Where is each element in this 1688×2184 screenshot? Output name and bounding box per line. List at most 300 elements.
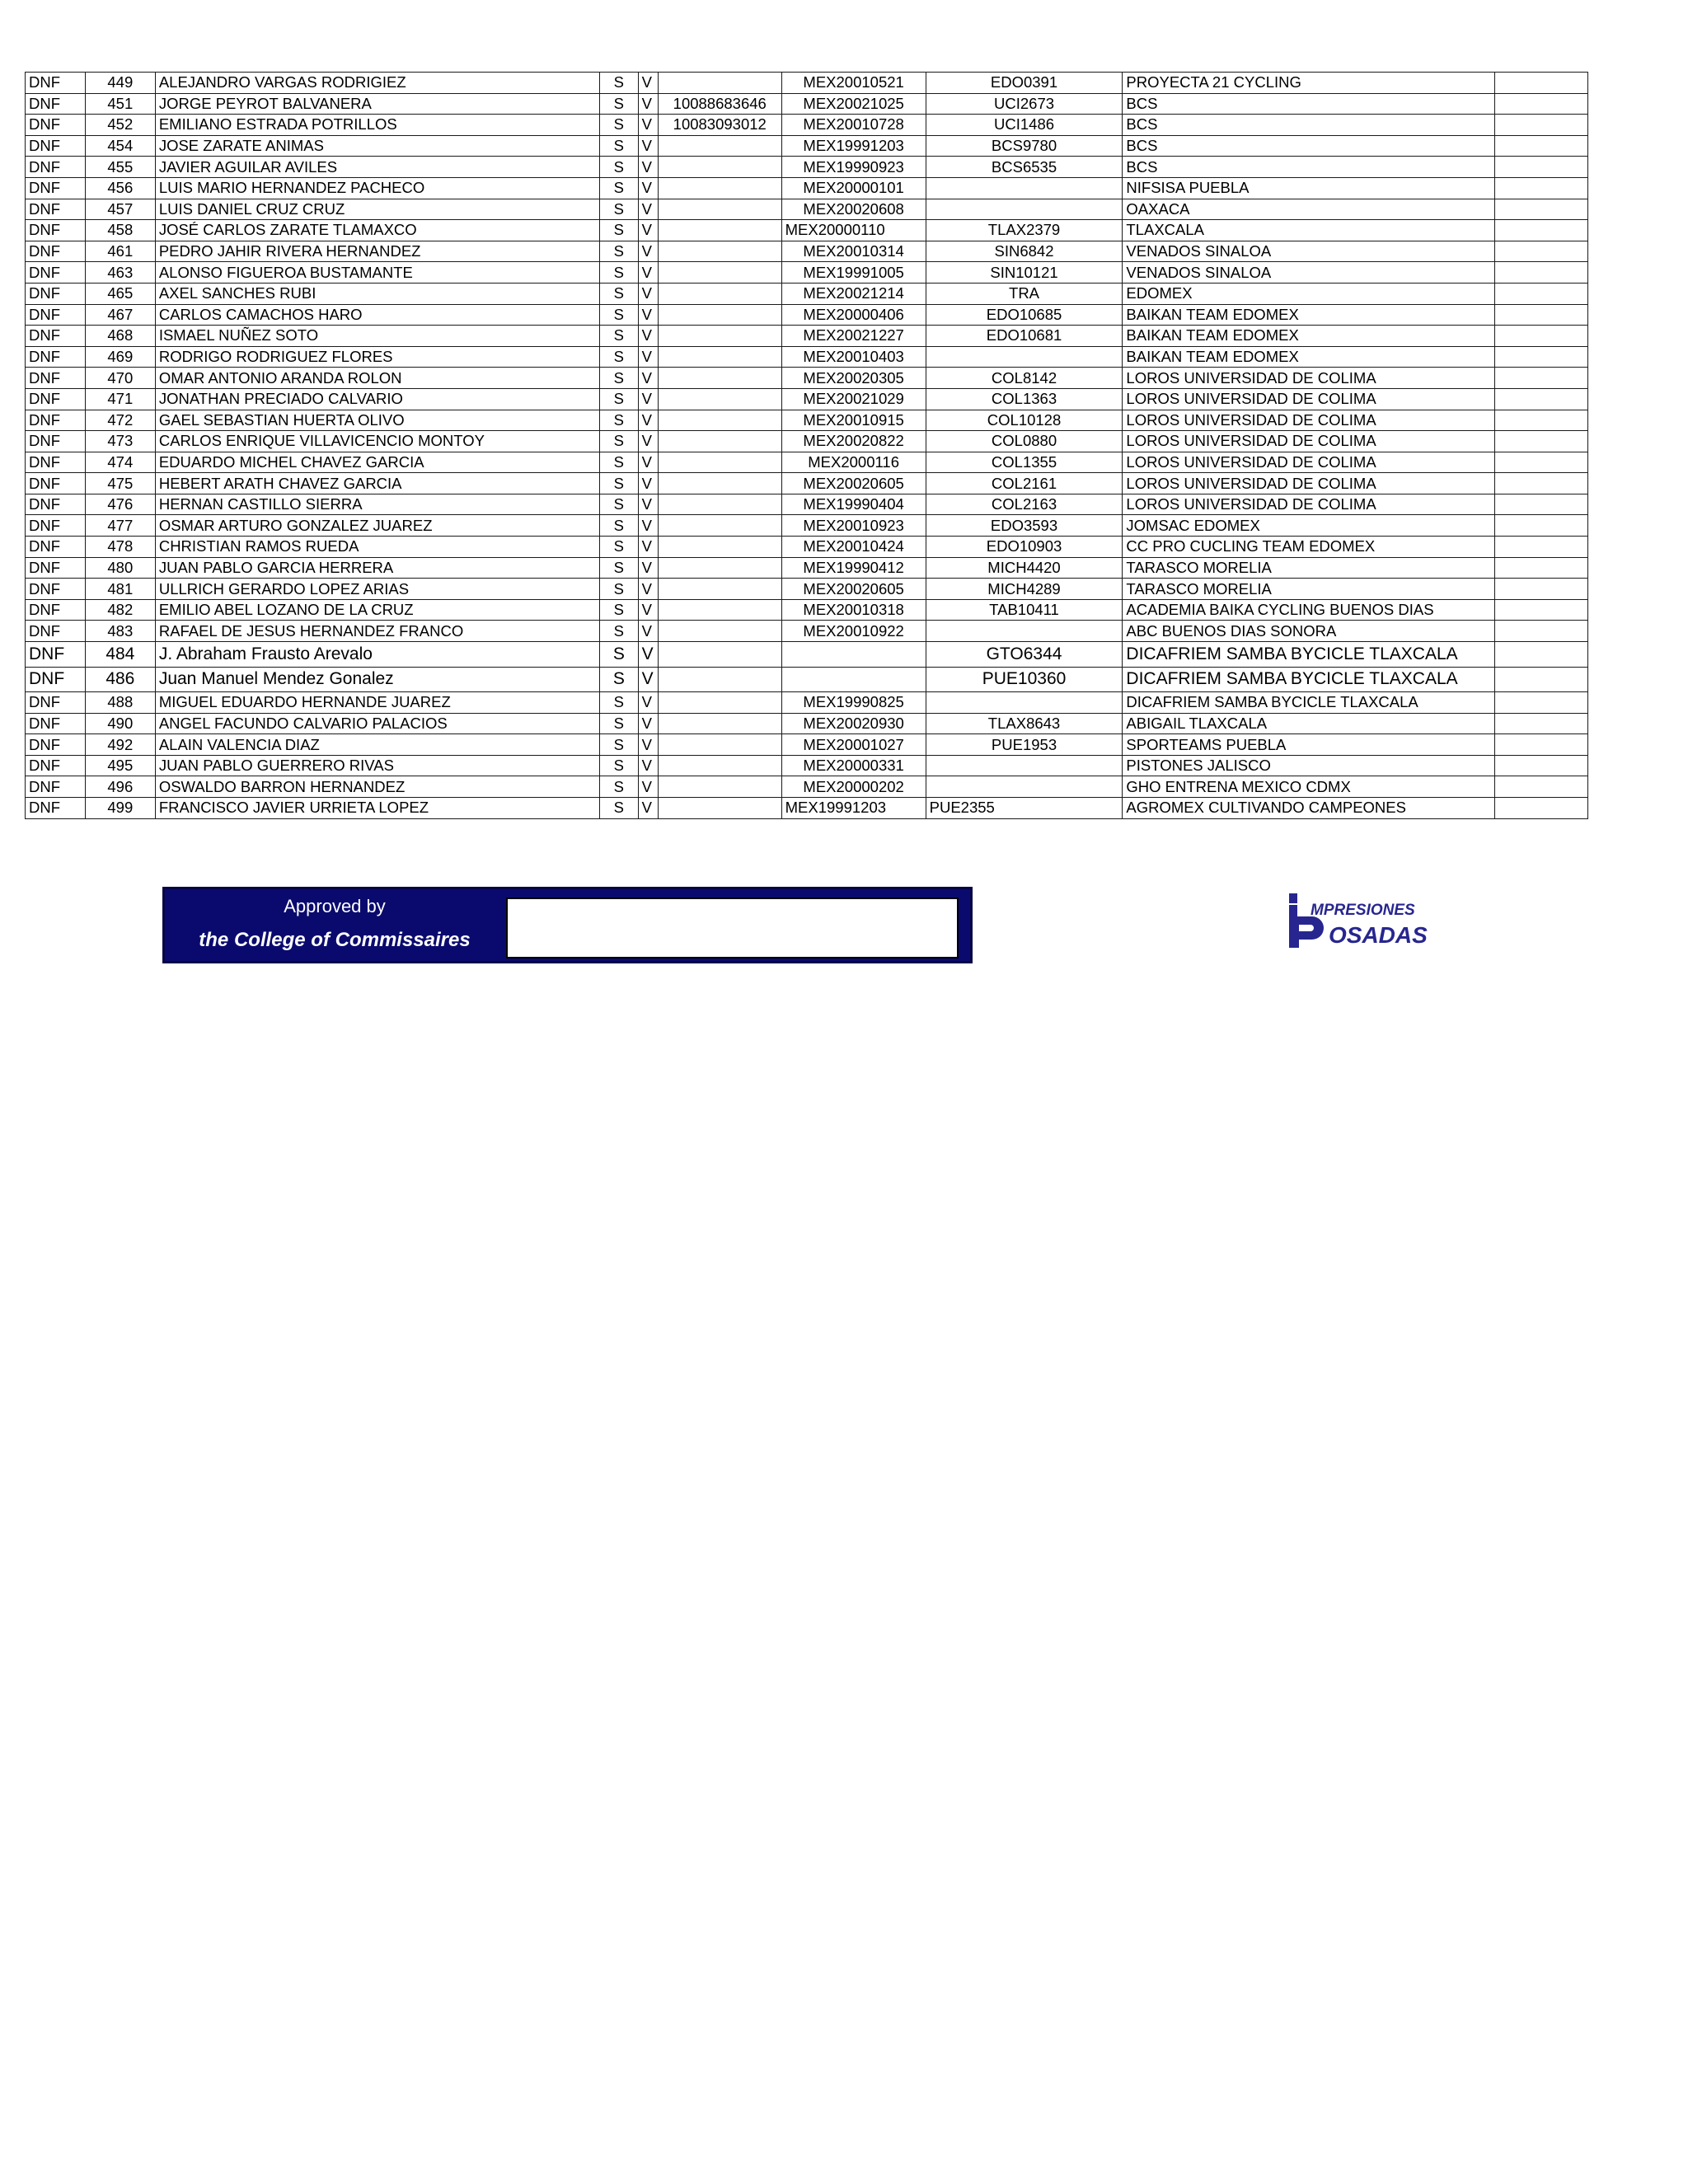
team-cell: ABC BUENOS DIAS SONORA <box>1123 621 1494 642</box>
status-cell: DNF <box>26 115 86 136</box>
empty-cell <box>1494 283 1587 304</box>
empty-cell <box>1494 368 1587 389</box>
uci-id-cell <box>658 262 781 284</box>
table-row <box>26 599 1588 621</box>
uci-code-cell: MEX20010424 <box>781 537 926 558</box>
category-v-cell: V <box>638 515 658 537</box>
empty-cell <box>1494 667 1587 692</box>
rider-name-cell: JAVIER AGUILAR AVILES <box>155 157 599 178</box>
category-v-cell: V <box>638 115 658 136</box>
bib-number-cell: 471 <box>85 388 155 410</box>
category-s-cell: S <box>600 220 639 241</box>
uci-id-cell <box>658 283 781 304</box>
table-row <box>26 755 1588 776</box>
bib-number-cell: 456 <box>85 177 155 199</box>
empty-cell <box>1494 199 1587 220</box>
license-cell: BCS9780 <box>926 135 1123 157</box>
uci-code-cell: MEX20010915 <box>781 410 926 431</box>
rider-name-cell: CHRISTIAN RAMOS RUEDA <box>155 537 599 558</box>
empty-cell <box>1494 755 1587 776</box>
bib-number-cell: 469 <box>85 346 155 368</box>
uci-id-cell: 10088683646 <box>658 93 781 115</box>
table-row <box>26 326 1588 347</box>
status-cell: DNF <box>26 135 86 157</box>
uci-code-cell <box>781 667 926 692</box>
rider-name-cell: OMAR ANTONIO ARANDA ROLON <box>155 368 599 389</box>
rider-name-cell: EMILIO ABEL LOZANO DE LA CRUZ <box>155 599 599 621</box>
empty-cell <box>1494 220 1587 241</box>
bib-number-cell: 451 <box>85 93 155 115</box>
empty-cell <box>1494 304 1587 326</box>
license-cell <box>926 199 1123 220</box>
team-cell: DICAFRIEM SAMBA BYCICLE TLAXCALA <box>1123 667 1494 692</box>
status-cell: DNF <box>26 494 86 515</box>
license-cell: COL8142 <box>926 368 1123 389</box>
team-cell: CC PRO CUCLING TEAM EDOMEX <box>1123 537 1494 558</box>
license-cell: TRA <box>926 283 1123 304</box>
uci-code-cell: MEX20010923 <box>781 515 926 537</box>
bib-number-cell: 483 <box>85 621 155 642</box>
uci-code-cell: MEX19991005 <box>781 262 926 284</box>
category-s-cell: S <box>600 621 639 642</box>
team-cell: LOROS UNIVERSIDAD DE COLIMA <box>1123 368 1494 389</box>
team-cell: PISTONES JALISCO <box>1123 755 1494 776</box>
team-cell: TARASCO MORELIA <box>1123 579 1494 600</box>
license-cell: TLAX8643 <box>926 713 1123 734</box>
category-v-cell: V <box>638 692 658 714</box>
category-v-cell: V <box>638 667 658 692</box>
team-cell: LOROS UNIVERSIDAD DE COLIMA <box>1123 388 1494 410</box>
category-s-cell: S <box>600 304 639 326</box>
table-row <box>26 135 1588 157</box>
team-cell: GHO ENTRENA MEXICO CDMX <box>1123 776 1494 798</box>
empty-cell <box>1494 262 1587 284</box>
rider-name-cell: HERNAN CASTILLO SIERRA <box>155 494 599 515</box>
bib-number-cell: 452 <box>85 115 155 136</box>
category-s-cell: S <box>600 515 639 537</box>
table-row <box>26 557 1588 579</box>
uci-id-cell <box>658 494 781 515</box>
bib-number-cell: 473 <box>85 431 155 452</box>
uci-id-cell <box>658 452 781 473</box>
category-v-cell: V <box>638 431 658 452</box>
category-s-cell: S <box>600 262 639 284</box>
rider-name-cell: JOSÉ CARLOS ZARATE TLAMAXCO <box>155 220 599 241</box>
empty-cell <box>1494 431 1587 452</box>
uci-code-cell: MEX20020605 <box>781 579 926 600</box>
status-cell: DNF <box>26 262 86 284</box>
team-cell: EDOMEX <box>1123 283 1494 304</box>
license-cell: COL1363 <box>926 388 1123 410</box>
status-cell: DNF <box>26 537 86 558</box>
category-s-cell: S <box>600 368 639 389</box>
uci-code-cell: MEX20020930 <box>781 713 926 734</box>
uci-id-cell <box>658 621 781 642</box>
status-cell: DNF <box>26 798 86 819</box>
team-cell: LOROS UNIVERSIDAD DE COLIMA <box>1123 452 1494 473</box>
uci-id-cell <box>658 177 781 199</box>
empty-cell <box>1494 537 1587 558</box>
empty-cell <box>1494 473 1587 494</box>
status-cell: DNF <box>26 734 86 756</box>
category-v-cell: V <box>638 93 658 115</box>
table-row <box>26 115 1588 136</box>
category-v-cell: V <box>638 579 658 600</box>
bib-number-cell: 476 <box>85 494 155 515</box>
status-cell: DNF <box>26 452 86 473</box>
rider-name-cell: JUAN PABLO GARCIA HERRERA <box>155 557 599 579</box>
category-v-cell: V <box>638 73 658 94</box>
rider-name-cell: OSMAR ARTURO GONZALEZ JUAREZ <box>155 515 599 537</box>
category-s-cell: S <box>600 452 639 473</box>
license-cell: COL2161 <box>926 473 1123 494</box>
team-cell: JOMSAC EDOMEX <box>1123 515 1494 537</box>
bib-number-cell: 468 <box>85 326 155 347</box>
uci-code-cell: MEX20000101 <box>781 177 926 199</box>
category-v-cell: V <box>638 304 658 326</box>
uci-id-cell <box>658 692 781 714</box>
status-cell: DNF <box>26 73 86 94</box>
category-v-cell: V <box>638 368 658 389</box>
bib-number-cell: 465 <box>85 283 155 304</box>
uci-code-cell: MEX20021025 <box>781 93 926 115</box>
empty-cell <box>1494 692 1587 714</box>
uci-id-cell <box>658 642 781 668</box>
bib-number-cell: 486 <box>85 667 155 692</box>
rider-name-cell: HEBERT ARATH CHAVEZ GARCIA <box>155 473 599 494</box>
table-row <box>26 642 1588 668</box>
rider-name-cell: Juan Manuel Mendez Gonalez <box>155 667 599 692</box>
bib-number-cell: 478 <box>85 537 155 558</box>
category-s-cell: S <box>600 734 639 756</box>
status-cell: DNF <box>26 326 86 347</box>
status-cell: DNF <box>26 713 86 734</box>
table-row <box>26 304 1588 326</box>
rider-name-cell: J. Abraham Frausto Arevalo <box>155 642 599 668</box>
empty-cell <box>1494 642 1587 668</box>
bib-number-cell: 461 <box>85 241 155 262</box>
table-row <box>26 368 1588 389</box>
category-v-cell: V <box>638 776 658 798</box>
uci-id-cell <box>658 599 781 621</box>
rider-name-cell: MIGUEL EDUARDO HERNANDE JUAREZ <box>155 692 599 714</box>
category-s-cell: S <box>600 579 639 600</box>
uci-id-cell <box>658 776 781 798</box>
status-cell: DNF <box>26 368 86 389</box>
license-cell: GTO6344 <box>926 642 1123 668</box>
rider-name-cell: ANGEL FACUNDO CALVARIO PALACIOS <box>155 713 599 734</box>
license-cell <box>926 755 1123 776</box>
team-cell: NIFSISA PUEBLA <box>1123 177 1494 199</box>
license-cell: EDO10681 <box>926 326 1123 347</box>
status-cell: DNF <box>26 776 86 798</box>
table-row <box>26 692 1588 714</box>
status-cell: DNF <box>26 220 86 241</box>
category-v-cell: V <box>638 220 658 241</box>
empty-cell <box>1494 776 1587 798</box>
uci-id-cell <box>658 135 781 157</box>
license-cell: UCI1486 <box>926 115 1123 136</box>
category-s-cell: S <box>600 283 639 304</box>
category-v-cell: V <box>638 241 658 262</box>
license-cell: COL2163 <box>926 494 1123 515</box>
uci-code-cell <box>781 642 926 668</box>
team-cell: ABIGAIL TLAXCALA <box>1123 713 1494 734</box>
logo-text-bottom: OSADAS <box>1329 922 1428 948</box>
rider-name-cell: CARLOS ENRIQUE VILLAVICENCIO MONTOY <box>155 431 599 452</box>
status-cell: DNF <box>26 93 86 115</box>
category-v-cell: V <box>638 713 658 734</box>
status-cell: DNF <box>26 515 86 537</box>
uci-code-cell: MEX20010521 <box>781 73 926 94</box>
empty-cell <box>1494 346 1587 368</box>
category-s-cell: S <box>600 494 639 515</box>
empty-cell <box>1494 494 1587 515</box>
license-cell: MICH4289 <box>926 579 1123 600</box>
bib-number-cell: 482 <box>85 599 155 621</box>
logo-i-dot <box>1289 893 1297 903</box>
status-cell: DNF <box>26 157 86 178</box>
uci-code-cell: MEX20010403 <box>781 346 926 368</box>
uci-id-cell <box>658 755 781 776</box>
license-cell: EDO0391 <box>926 73 1123 94</box>
license-cell <box>926 692 1123 714</box>
category-v-cell: V <box>638 326 658 347</box>
rider-name-cell: GAEL SEBASTIAN HUERTA OLIVO <box>155 410 599 431</box>
rider-name-cell: JORGE PEYROT BALVANERA <box>155 93 599 115</box>
category-s-cell: S <box>600 431 639 452</box>
bib-number-cell: 455 <box>85 157 155 178</box>
rider-name-cell: RODRIGO RODRIGUEZ FLORES <box>155 346 599 368</box>
bib-number-cell: 457 <box>85 199 155 220</box>
status-cell: DNF <box>26 346 86 368</box>
bib-number-cell: 475 <box>85 473 155 494</box>
table-row <box>26 537 1588 558</box>
bib-number-cell: 488 <box>85 692 155 714</box>
category-v-cell: V <box>638 157 658 178</box>
team-cell: BAIKAN TEAM EDOMEX <box>1123 346 1494 368</box>
license-cell: BCS6535 <box>926 157 1123 178</box>
empty-cell <box>1494 713 1587 734</box>
empty-cell <box>1494 135 1587 157</box>
rider-name-cell: EMILIANO ESTRADA POTRILLOS <box>155 115 599 136</box>
category-s-cell: S <box>600 115 639 136</box>
uci-id-cell <box>658 346 781 368</box>
team-cell: BCS <box>1123 115 1494 136</box>
uci-id-cell <box>658 734 781 756</box>
uci-id-cell <box>658 199 781 220</box>
status-cell: DNF <box>26 199 86 220</box>
category-s-cell: S <box>600 642 639 668</box>
rider-name-cell: PEDRO JAHIR RIVERA HERNANDEZ <box>155 241 599 262</box>
category-v-cell: V <box>638 346 658 368</box>
uci-code-cell: MEX20000406 <box>781 304 926 326</box>
rider-name-cell: RAFAEL DE JESUS HERNANDEZ FRANCO <box>155 621 599 642</box>
uci-code-cell: MEX20020822 <box>781 431 926 452</box>
uci-code-cell: MEX20021214 <box>781 283 926 304</box>
bib-number-cell: 499 <box>85 798 155 819</box>
uci-code-cell: MEX20000331 <box>781 755 926 776</box>
uci-code-cell: MEX20000110 <box>781 220 926 241</box>
rider-name-cell: AXEL SANCHES RUBI <box>155 283 599 304</box>
table-row <box>26 494 1588 515</box>
uci-code-cell: MEX19991203 <box>781 135 926 157</box>
uci-id-cell <box>658 157 781 178</box>
license-cell: EDO3593 <box>926 515 1123 537</box>
bib-number-cell: 472 <box>85 410 155 431</box>
category-s-cell: S <box>600 473 639 494</box>
license-cell: TLAX2379 <box>926 220 1123 241</box>
bib-number-cell: 490 <box>85 713 155 734</box>
category-s-cell: S <box>600 241 639 262</box>
uci-code-cell: MEX20020305 <box>781 368 926 389</box>
team-cell: BCS <box>1123 135 1494 157</box>
category-v-cell: V <box>638 410 658 431</box>
rider-name-cell: FRANCISCO JAVIER URRIETA LOPEZ <box>155 798 599 819</box>
category-v-cell: V <box>638 621 658 642</box>
status-cell: DNF <box>26 755 86 776</box>
category-s-cell: S <box>600 388 639 410</box>
category-s-cell: S <box>600 692 639 714</box>
category-v-cell: V <box>638 755 658 776</box>
category-v-cell: V <box>638 262 658 284</box>
uci-code-cell: MEX19990404 <box>781 494 926 515</box>
team-cell: BCS <box>1123 93 1494 115</box>
rider-name-cell: LUIS MARIO HERNANDEZ PACHECO <box>155 177 599 199</box>
uci-code-cell: MEX20010922 <box>781 621 926 642</box>
category-s-cell: S <box>600 93 639 115</box>
uci-code-cell: MEX19990825 <box>781 692 926 714</box>
logo-p-mark <box>1289 916 1324 948</box>
empty-cell <box>1494 157 1587 178</box>
empty-cell <box>1494 734 1587 756</box>
bib-number-cell: 492 <box>85 734 155 756</box>
table-row <box>26 346 1588 368</box>
bib-number-cell: 449 <box>85 73 155 94</box>
uci-code-cell: MEX20020605 <box>781 473 926 494</box>
category-s-cell: S <box>600 755 639 776</box>
uci-code-cell: MEX20010318 <box>781 599 926 621</box>
table-row <box>26 157 1588 178</box>
table-row <box>26 262 1588 284</box>
empty-cell <box>1494 326 1587 347</box>
approved-by-label: Approved by <box>284 896 386 916</box>
status-cell: DNF <box>26 667 86 692</box>
category-s-cell: S <box>600 667 639 692</box>
rider-name-cell: JUAN PABLO GUERRERO RIVAS <box>155 755 599 776</box>
category-s-cell: S <box>600 177 639 199</box>
category-v-cell: V <box>638 177 658 199</box>
uci-id-cell <box>658 431 781 452</box>
license-cell <box>926 177 1123 199</box>
team-cell: PROYECTA 21 CYCLING <box>1123 73 1494 94</box>
status-cell: DNF <box>26 283 86 304</box>
bib-number-cell: 480 <box>85 557 155 579</box>
category-s-cell: S <box>600 157 639 178</box>
category-s-cell: S <box>600 135 639 157</box>
empty-cell <box>1494 557 1587 579</box>
table-row <box>26 734 1588 756</box>
uci-code-cell: MEX20001027 <box>781 734 926 756</box>
uci-id-cell <box>658 241 781 262</box>
uci-id-cell <box>658 388 781 410</box>
empty-cell <box>1494 599 1587 621</box>
license-cell: PUE2355 <box>926 798 1123 819</box>
team-cell: LOROS UNIVERSIDAD DE COLIMA <box>1123 494 1494 515</box>
license-cell: EDO10685 <box>926 304 1123 326</box>
category-v-cell: V <box>638 599 658 621</box>
status-cell: DNF <box>26 304 86 326</box>
bib-number-cell: 470 <box>85 368 155 389</box>
empty-cell <box>1494 410 1587 431</box>
empty-cell <box>1494 241 1587 262</box>
category-s-cell: S <box>600 199 639 220</box>
team-cell: BAIKAN TEAM EDOMEX <box>1123 326 1494 347</box>
team-cell: TLAXCALA <box>1123 220 1494 241</box>
empty-cell <box>1494 515 1587 537</box>
empty-cell <box>1494 177 1587 199</box>
team-cell: ACADEMIA BAIKA CYCLING BUENOS DIAS <box>1123 599 1494 621</box>
rider-name-cell: ALONSO FIGUEROA BUSTAMANTE <box>155 262 599 284</box>
team-cell: OAXACA <box>1123 199 1494 220</box>
category-s-cell: S <box>600 346 639 368</box>
category-v-cell: V <box>638 452 658 473</box>
team-cell: SPORTEAMS PUEBLA <box>1123 734 1494 756</box>
table-row <box>26 283 1588 304</box>
status-cell: DNF <box>26 473 86 494</box>
uci-id-cell <box>658 537 781 558</box>
uci-code-cell: MEX2000116 <box>781 452 926 473</box>
uci-id-cell <box>658 515 781 537</box>
table-row <box>26 452 1588 473</box>
bib-number-cell: 495 <box>85 755 155 776</box>
logo-text-top: MPRESIONES <box>1311 902 1415 919</box>
category-v-cell: V <box>638 642 658 668</box>
empty-cell <box>1494 115 1587 136</box>
uci-code-cell: MEX20010314 <box>781 241 926 262</box>
license-cell <box>926 346 1123 368</box>
bib-number-cell: 496 <box>85 776 155 798</box>
uci-id-cell <box>658 410 781 431</box>
approval-signature-field <box>506 898 959 958</box>
team-cell: LOROS UNIVERSIDAD DE COLIMA <box>1123 473 1494 494</box>
rider-name-cell: OSWALDO BARRON HERNANDEZ <box>155 776 599 798</box>
table-row <box>26 199 1588 220</box>
status-cell: DNF <box>26 579 86 600</box>
license-cell: PUE10360 <box>926 667 1123 692</box>
category-v-cell: V <box>638 798 658 819</box>
empty-cell <box>1494 73 1587 94</box>
uci-id-cell <box>658 798 781 819</box>
status-cell: DNF <box>26 692 86 714</box>
uci-id-cell <box>658 667 781 692</box>
bib-number-cell: 454 <box>85 135 155 157</box>
table-row <box>26 220 1588 241</box>
bib-number-cell: 463 <box>85 262 155 284</box>
category-v-cell: V <box>638 537 658 558</box>
uci-id-cell <box>658 73 781 94</box>
table-row <box>26 776 1588 798</box>
table-row <box>26 515 1588 537</box>
uci-id-cell <box>658 304 781 326</box>
table-row <box>26 93 1588 115</box>
status-cell: DNF <box>26 599 86 621</box>
category-s-cell: S <box>600 798 639 819</box>
category-v-cell: V <box>638 283 658 304</box>
team-cell: LOROS UNIVERSIDAD DE COLIMA <box>1123 410 1494 431</box>
uci-code-cell: MEX20020608 <box>781 199 926 220</box>
table-row <box>26 388 1588 410</box>
